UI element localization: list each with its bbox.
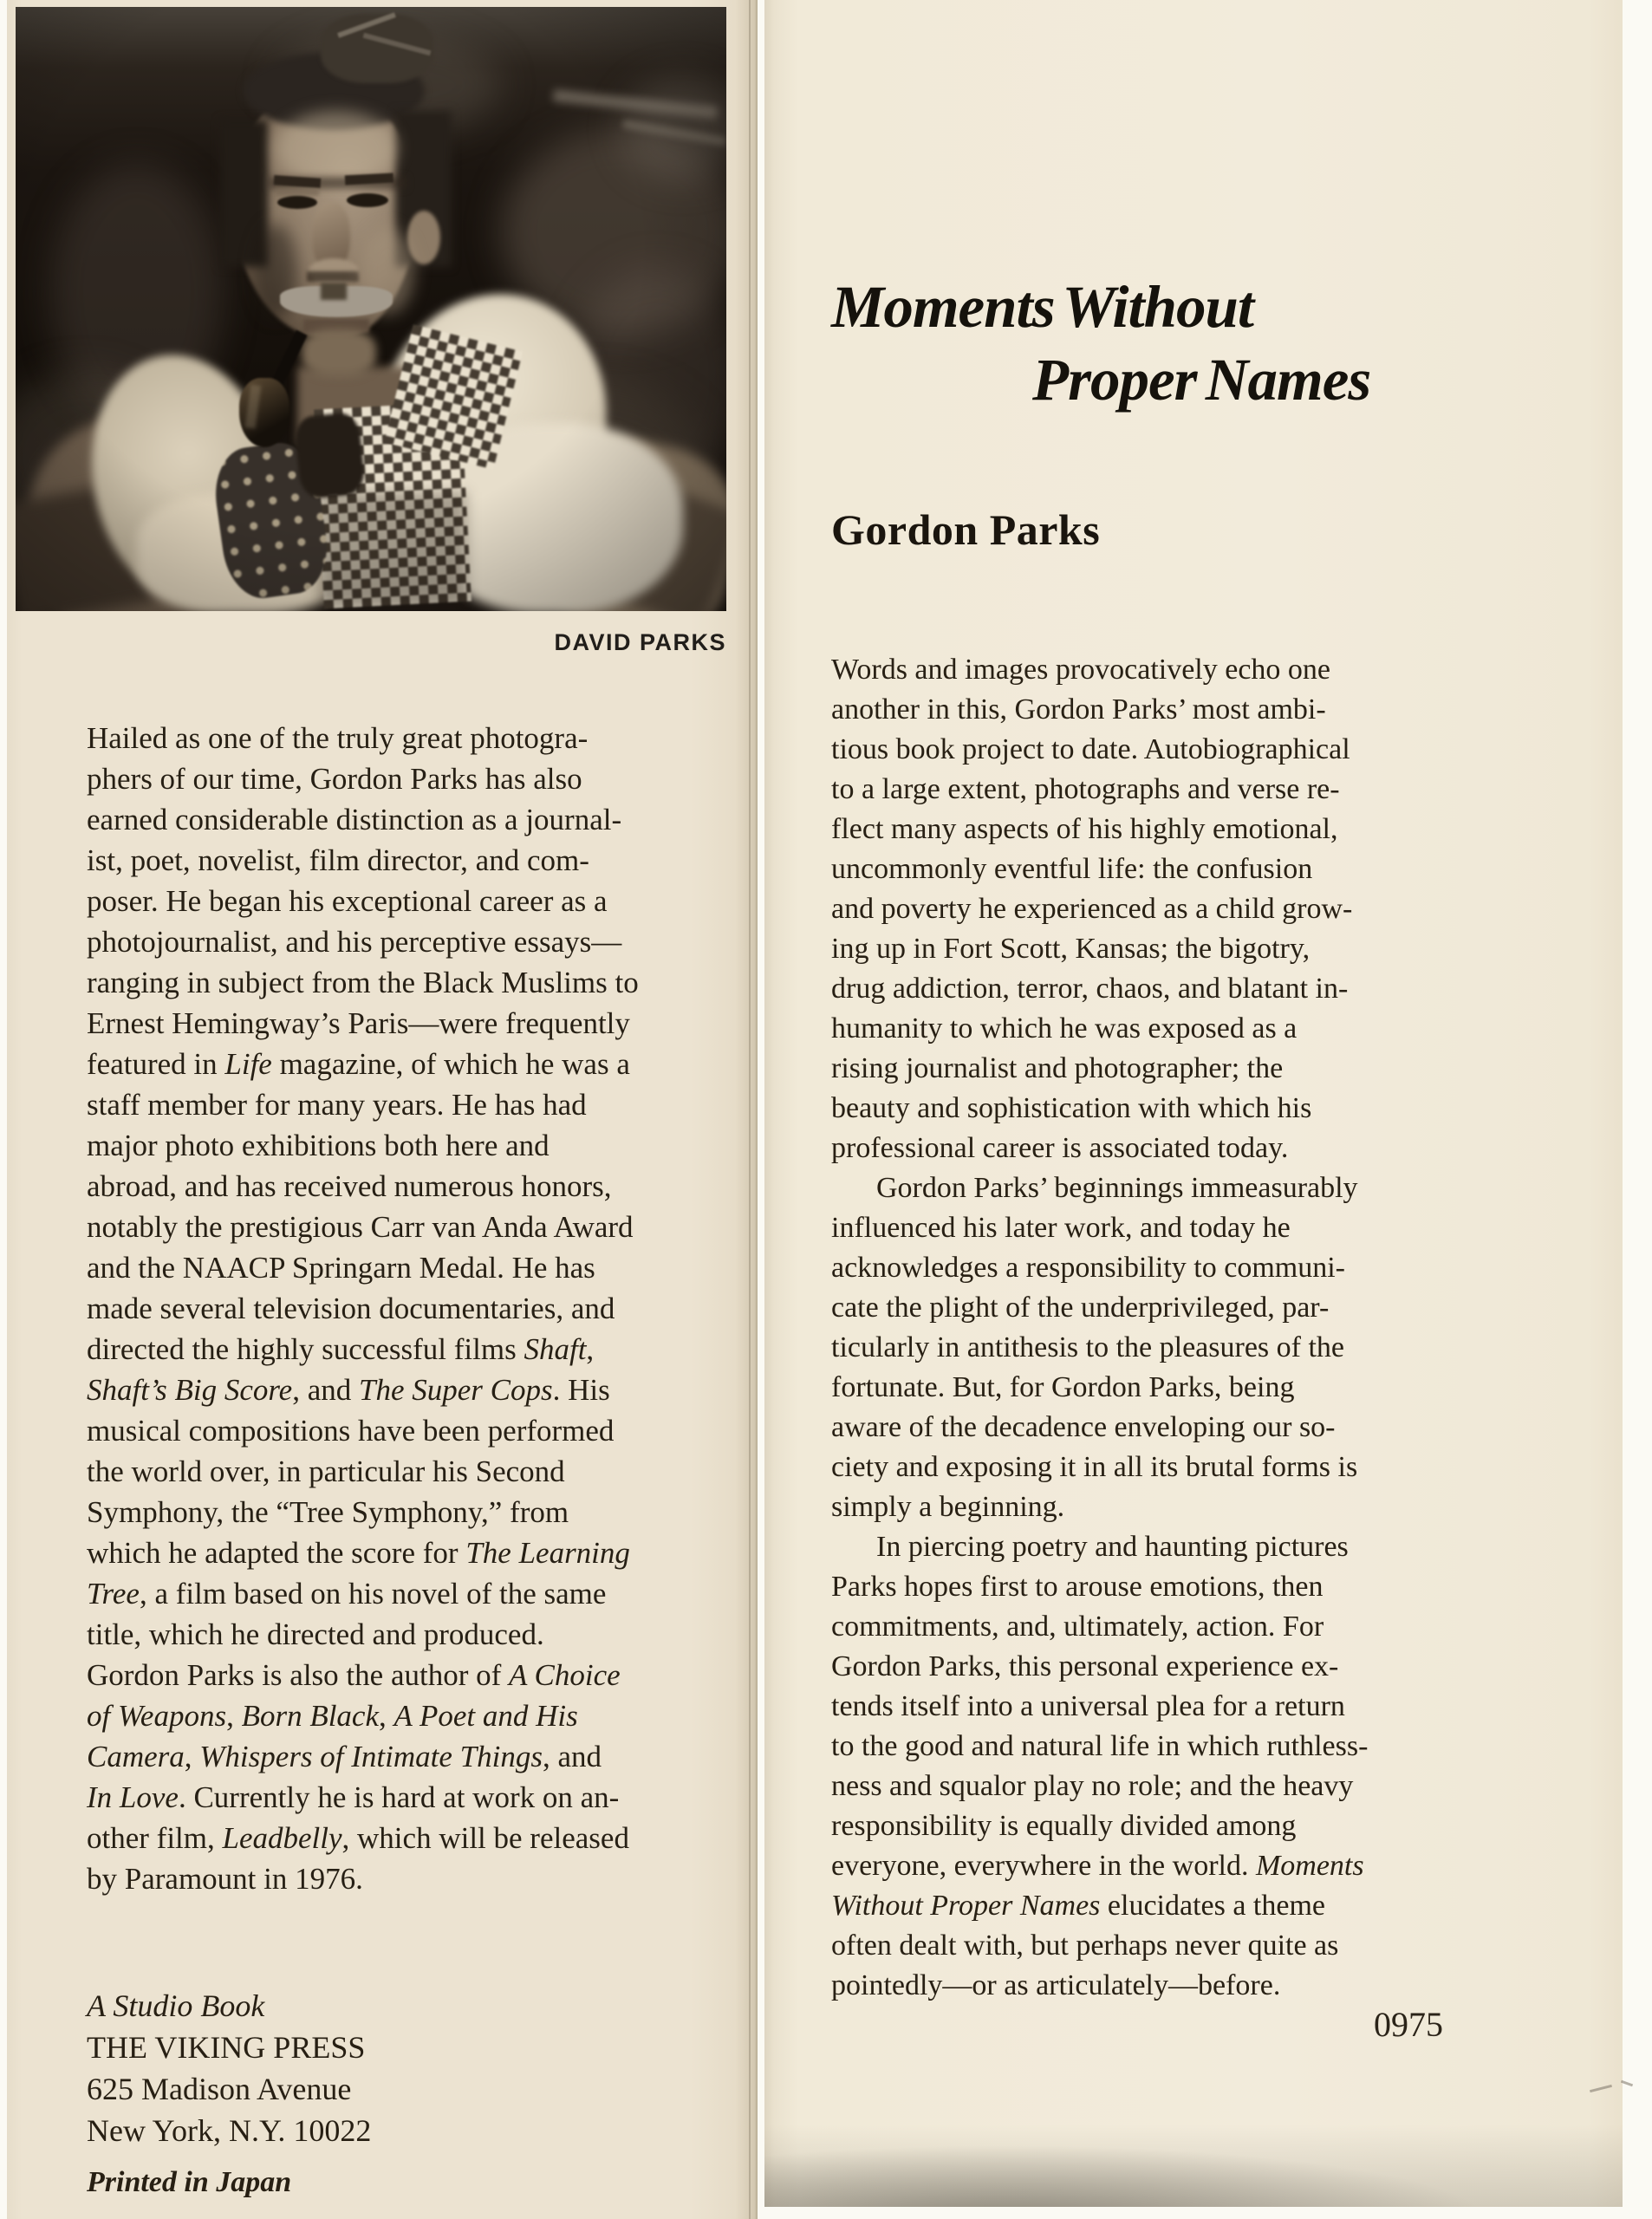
photo-background [16, 7, 726, 611]
publisher-block [87, 1985, 371, 2203]
paragraph: In piercing poetry and haunting pictures Parks hopes first to arouse emotions, then commitments, and, ultimately, action. For Gordon Parks, this personal experience ex- tends itself into a universal plea for a return to the good and natural life in which ruthless- ness and squalor play no role; and the heavy responsibility is equally divided among everyone, everywhere in the world. Moments Without Proper Names elucidates a theme often dealt with, but perhaps never quite as pointedly—or as articulately—before. [831, 1531, 1369, 2001]
eyelid [276, 189, 319, 196]
photo-foliage-blob [570, 267, 726, 492]
photo-foliage-blob [501, 128, 726, 336]
photo-light-streak [553, 89, 718, 119]
gray-hair-streak [363, 33, 432, 56]
publisher-address-street: 625 Madison Avenue [87, 2072, 352, 2106]
mustache [280, 286, 393, 317]
nose-tip [309, 258, 359, 284]
right-flap [764, 0, 1623, 2207]
hair-tuft [321, 14, 433, 83]
paragraph: Words and images provocatively echo one another in this, Gordon Parks’ most ambi- tious book project to date. Autobiographical to a large extent, photographs and verse re- flect many aspects of his highly emotional, uncommonly eventful life: the confusion and poverty he experienced as a child grow- ing up in Fort Scott, Kansas; the bigotry, drug addiction, terror, chaos, and blatant in- humanity to which he was exposed as a rising journalist and photographer; the beauty and sophistication with which his professional career is associated today. [831, 654, 1353, 1164]
pipe-highlight [245, 384, 262, 428]
chin [302, 329, 376, 376]
price-code: 0975 [1374, 2005, 1443, 2044]
shearling-collar-right [350, 268, 635, 577]
cheek-highlight [361, 228, 414, 315]
checkered-shirt-collar [384, 324, 523, 469]
photo-foliage-blob [622, 76, 726, 180]
book-title-line1: Moments Without [831, 274, 1254, 340]
mustache-shadow [321, 283, 347, 300]
series-name: A Studio Book [87, 1988, 265, 2023]
right-eye [347, 193, 388, 207]
left-eye [277, 196, 317, 209]
ear [407, 211, 440, 264]
jacket-copy-text [831, 650, 1438, 2006]
book-title-line2: Proper Names [1032, 347, 1371, 413]
paragraph: Gordon Parks’ beginnings immeasurably influenced his later work, and today he acknowledges a responsibility to communi- cate the plight of the underprivileged, par- ticularly in antithesis to the pleasures of the fortunate. But, for Gordon Parks, being aware of the decadence enveloping our so- ciety and exposing it in all its brutal forms is simply a beginning. [831, 1172, 1358, 1523]
mouth [303, 319, 369, 333]
shearling-collar-right-lower [423, 423, 683, 611]
brow-ridge-shadow [269, 177, 407, 189]
tie-knot [293, 411, 367, 499]
coat-right-shoulder [511, 420, 726, 611]
gordon-parks-portrait-photo [16, 7, 726, 611]
hair-right-side [395, 111, 452, 267]
coat-left-shadow [16, 481, 155, 611]
left-flap [7, 0, 758, 2219]
publisher-name: THE VIKING PRESS [87, 2030, 366, 2065]
neck [297, 367, 427, 445]
face [234, 87, 418, 340]
cheek-shadow [254, 224, 297, 319]
photo-foliage-blob [484, 380, 709, 553]
hair-left-side [220, 120, 268, 267]
shearling-collar-left [69, 337, 300, 611]
gray-hair-streak [337, 12, 396, 38]
right-eyebrow [345, 173, 393, 185]
coat-left-shoulder [16, 391, 270, 611]
pipe-stem [267, 330, 308, 396]
photo-credit: DAVID PARKS [554, 629, 726, 655]
paisley-scarf [209, 439, 333, 603]
hair [243, 52, 425, 130]
forehead-highlight [276, 111, 397, 185]
nostril-shadow [307, 271, 359, 282]
author-name: Gordon Parks [831, 505, 1101, 554]
shirt-shadow [319, 492, 466, 605]
checkered-shirt [314, 402, 472, 609]
photo-light-streak [622, 120, 726, 146]
photo-foliage-blob [50, 163, 224, 423]
pencil-marks [1590, 2073, 1652, 2105]
photo-foliage-blob [276, 33, 501, 137]
scan-shadow [764, 2125, 1623, 2207]
printed-in-note: Printed in Japan [87, 2166, 292, 2198]
photo-foliage-blob [16, 371, 180, 544]
author-bio-text: Hailed as one of the truly great photogra- phers of our time, Gordon Parks has also earned considerable distinction as a journal- ist, poet, novelist, film director, and com- poser. He began his exceptional career as a photojournalist, and his perceptive essays— ranging in subject from the Black Muslims to Ernest Hemingway’s Paris—were frequently featured in Life magazine, of which he was a staff member for many years. He has had major photo exhibitions both here and abroad, and has received numerous honors, notably the prestigious Carr van Anda Award and the NAACP Springarn Medal. He has made several television documentaries, and directed the highly successful films Shaft, Shaft’s Big Score, and The Super Cops. His musical compositions have been performed the world over, in particular his Second Symphony, the “Tree Symphony,” from which he adapted the score for The Learning Tree, a film based on his novel of the same title, which he directed and produced. Gordon Parks is also the author of A Choice of Weapons, Born Black, A Poet and His Camera, Whispers of Intimate Things, and In Love. Currently he is hard at work on an- other film, Leadbelly, which will be released by Paramount in 1976. [87, 721, 639, 1896]
book-title [831, 270, 1370, 416]
nose [312, 202, 350, 271]
coat-right-fold [596, 477, 726, 611]
flap-fold-line [749, 0, 751, 2219]
left-eyebrow [274, 175, 322, 188]
shearling-collar-left-lower [137, 492, 354, 611]
publisher-address-city: New York, N.Y. 10022 [87, 2113, 372, 2148]
pipe-bowl [239, 378, 289, 447]
